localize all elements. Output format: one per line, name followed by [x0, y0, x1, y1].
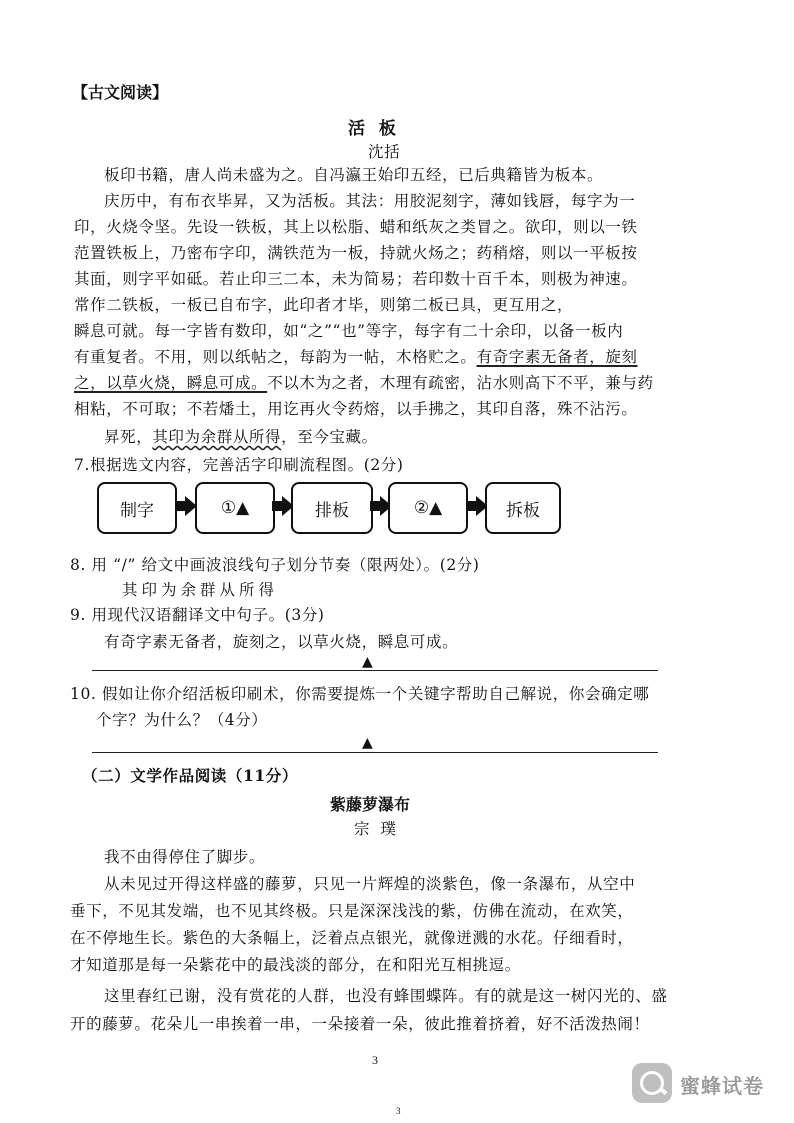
answer-marker: ▲	[362, 654, 373, 670]
paragraph-line: 相粘，不可取；不若燔土，用讫再火令药熔，以手拂之，其印自落，殊不沾污。	[74, 400, 638, 418]
answer-marker: ▲	[362, 735, 373, 751]
question-8: 8. 用 “/” 给文中画波浪线句子划分节奏（限两处）。(2分)	[70, 556, 480, 574]
paragraph-line: 范置铁板上，乃密布字印，满铁范为一板，持就火炀之；药稍熔，则以一平板按	[74, 244, 638, 262]
plain-text: 有重复者。不用，则以纸帖之，每韵为一帖，木格贮之。	[74, 348, 477, 366]
plain-text: 不以木为之者，木理有疏密，沾水则高下不平，兼与药	[267, 374, 654, 392]
story-line: 我不由得停住了脚步。	[104, 848, 266, 866]
flow-step-4-blank[interactable]: ②▲	[388, 482, 468, 534]
passage-author: 沈括	[368, 143, 401, 161]
story-line: 这里春红已谢，没有赏花的人群，也没有蜂围蝶阵。有的就是这一树闪光的、盛	[104, 987, 668, 1005]
page-number-footer: 3	[396, 1106, 401, 1116]
flow-step-3: 排板	[291, 482, 373, 534]
question-9: 9. 用现代汉语翻译文中句子。(3分)	[70, 606, 325, 624]
page-number: 3	[372, 1053, 378, 1067]
rhythm-sentence: 其印为余群从所得	[122, 581, 279, 599]
section-header: 【古文阅读】	[72, 83, 169, 102]
search-logo-icon	[632, 1063, 672, 1103]
question-10-cont: 个字？为什么？（4分）	[96, 711, 268, 729]
flow-step-2-blank[interactable]: ①▲	[195, 482, 275, 534]
story-author: 宗 璞	[354, 820, 399, 838]
paragraph-line: 其面，则字平如砥。若止印三二本，未为简易；若印数十百千本，则极为神速。	[74, 270, 638, 288]
paragraph-line: 常作二铁板，一板已自布字，此印者才毕，则第二板已具，更互用之，	[74, 296, 574, 314]
part2-header: （二）文学作品阅读（11分）	[82, 766, 298, 785]
story-line: 在不停地生长。紫色的大条幅上，泛着点点银光，就像迸溅的水花。仔细看时，	[70, 929, 634, 947]
paragraph-line	[104, 425, 378, 447]
paragraph-line: 瞬息可就。每一字皆有数印，如“之”“也”等字，每字有二十余印，以备一板内	[74, 322, 624, 340]
plain-text: ，至今宝藏。	[281, 428, 378, 446]
plain-text: 昇死，	[104, 428, 153, 446]
story-line: 才知道那是每一朵紫花中的最浅淡的部分，在和阳光互相挑逗。	[70, 956, 521, 974]
question-10: 10. 假如让你介绍活板印刷术，你需要提炼一个关键字帮助自己解说，你会确定哪	[70, 685, 650, 703]
paragraph-line	[74, 371, 654, 393]
wavy-sentence: 其印为余群从所得	[152, 428, 282, 446]
flow-step-1: 制字	[97, 482, 177, 534]
story-line: 开的藤萝。花朵儿一串挨着一串，一朵接着一朵，彼此推着挤着，好不活泼热闹！	[70, 1015, 650, 1033]
paragraph-line: 板印书籍，唐人尚未盛为之。自冯瀛王始印五经，已后典籍皆为板本。	[104, 166, 604, 184]
underlined-sentence: 有奇字素无备者，旋刻	[476, 348, 638, 366]
story-title: 紫藤萝瀑布	[330, 795, 411, 814]
question-7: 7.根据选文内容，完善活字印刷流程图。(2分)	[74, 456, 404, 474]
story-line: 从未见过开得这样盛的藤萝，只见一片辉煌的淡紫色，像一条瀑布，从空中	[104, 875, 636, 893]
paragraph-line	[74, 345, 638, 367]
paragraph-line: 印，火烧令坚。先设一铁板，其上以松脂、蜡和纸灰之类冒之。欲印，则以一铁	[74, 218, 638, 236]
flow-step-5: 拆板	[485, 482, 561, 534]
passage-title: 活 板	[348, 119, 400, 139]
story-line: 垂下，不见其发端，也不见其终极。只是深深浅浅的紫，仿佛在流动，在欢笑，	[70, 902, 634, 920]
answer-line[interactable]	[92, 670, 658, 671]
watermark-text: 蜜蜂试卷	[680, 1074, 764, 1098]
answer-line[interactable]	[92, 752, 658, 753]
translate-sentence: 有奇字素无备者，旋刻之，以草火烧，瞬息可成。	[104, 633, 459, 651]
paragraph-line: 庆历中，有布衣毕昇，又为活板。其法：用胶泥刻字，薄如钱唇，每字为一	[104, 192, 636, 210]
underlined-sentence: 之，以草火烧，瞬息可成。	[74, 374, 268, 392]
